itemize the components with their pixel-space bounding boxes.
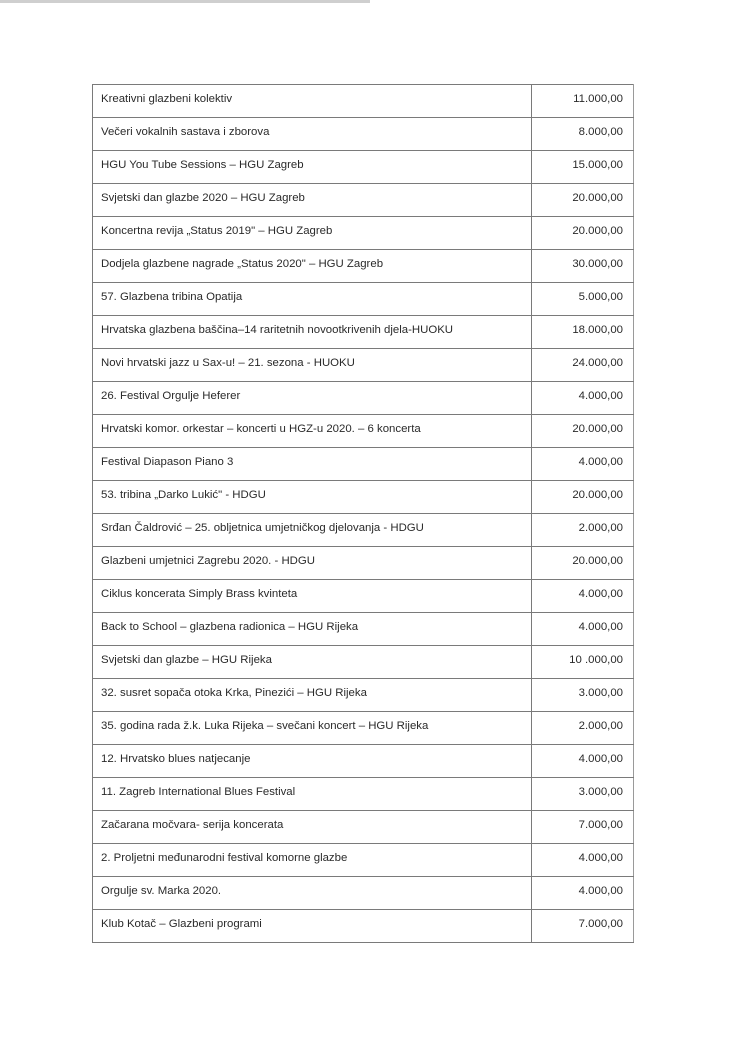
table-row [93, 481, 634, 514]
table-row [93, 217, 634, 250]
amount-value: 7.000,00 [578, 918, 623, 930]
amount-value: 5.000,00 [578, 291, 623, 303]
table-row [93, 547, 634, 580]
table-row [93, 283, 634, 316]
program-name-cell [93, 415, 532, 448]
program-name-cell [93, 118, 532, 151]
program-name: Koncertna revija „Status 2019" – HGU Zagreb [101, 225, 333, 237]
table-row [93, 184, 634, 217]
funding-table-body [93, 85, 634, 943]
amount-value: 7.000,00 [578, 819, 623, 831]
amount-value: 10 .000,00 [569, 654, 623, 666]
program-name-cell [93, 580, 532, 613]
program-name: Festival Diapason Piano 3 [101, 456, 234, 468]
amount-value: 18.000,00 [572, 324, 623, 336]
program-name-cell [93, 547, 532, 580]
program-name: Dodjela glazbene nagrade „Status 2020" – HGU Zagreb [101, 258, 384, 270]
amount-cell [532, 877, 634, 910]
program-name: Klub Kotač – Glazbeni programi [101, 918, 262, 930]
table-row [93, 877, 634, 910]
program-name-cell [93, 217, 532, 250]
program-name-cell [93, 712, 532, 745]
program-name-cell [93, 85, 532, 118]
table-row [93, 151, 634, 184]
amount-value: 4.000,00 [578, 885, 623, 897]
amount-cell [532, 580, 634, 613]
table-row [93, 679, 634, 712]
amount-value: 2.000,00 [578, 522, 623, 534]
program-name-cell [93, 514, 532, 547]
program-name-cell [93, 778, 532, 811]
amount-value: 4.000,00 [578, 390, 623, 402]
amount-cell [532, 448, 634, 481]
table-row [93, 118, 634, 151]
amount-cell [532, 151, 634, 184]
amount-cell [532, 646, 634, 679]
program-name-cell [93, 382, 532, 415]
program-name: 53. tribina „Darko Lukić" - HDGU [101, 489, 266, 501]
program-name-cell [93, 481, 532, 514]
amount-cell [532, 250, 634, 283]
amount-cell [532, 844, 634, 877]
amount-cell [532, 778, 634, 811]
table-row [93, 415, 634, 448]
program-name: Srđan Čaldrović – 25. obljetnica umjetničkog djelovanja - HDGU [101, 522, 424, 534]
program-name: Hrvatska glazbena baščina–14 raritetnih novootkrivenih djela-HUOKU [101, 324, 454, 336]
program-name-cell [93, 349, 532, 382]
table-row [93, 613, 634, 646]
program-name-cell [93, 184, 532, 217]
amount-cell [532, 349, 634, 382]
program-name-cell [93, 151, 532, 184]
amount-cell [532, 382, 634, 415]
amount-cell [532, 514, 634, 547]
amount-cell [532, 118, 634, 151]
amount-value: 3.000,00 [578, 786, 623, 798]
amount-cell [532, 85, 634, 118]
program-name: 26. Festival Orgulje Heferer [101, 390, 241, 402]
table-row [93, 382, 634, 415]
program-name: Začarana močvara- serija koncerata [101, 819, 284, 831]
program-name: Večeri vokalnih sastava i zborova [101, 126, 270, 138]
program-name: 32. susret sopača otoka Krka, Pinezići – HGU Rijeka [101, 687, 367, 699]
program-name-cell [93, 646, 532, 679]
amount-cell [532, 283, 634, 316]
table-row [93, 778, 634, 811]
amount-value: 30.000,00 [572, 258, 623, 270]
amount-cell [532, 415, 634, 448]
table-row [93, 316, 634, 349]
program-name-cell [93, 316, 532, 349]
amount-value: 8.000,00 [578, 126, 623, 138]
amount-cell [532, 547, 634, 580]
program-name: Novi hrvatski jazz u Sax-u! – 21. sezona - HUOKU [101, 357, 355, 369]
program-name-cell [93, 679, 532, 712]
program-name-cell [93, 250, 532, 283]
program-name: Orgulje sv. Marka 2020. [101, 885, 222, 897]
amount-cell [532, 613, 634, 646]
program-name-cell [93, 448, 532, 481]
program-name: Glazbeni umjetnici Zagrebu 2020. - HDGU [101, 555, 315, 567]
amount-cell [532, 184, 634, 217]
scan-edge-mark [0, 0, 370, 3]
amount-cell [532, 217, 634, 250]
program-name: Svjetski dan glazbe – HGU Rijeka [101, 654, 272, 666]
table-row [93, 349, 634, 382]
amount-cell [532, 316, 634, 349]
amount-value: 20.000,00 [572, 555, 623, 567]
amount-value: 4.000,00 [578, 621, 623, 633]
amount-value: 20.000,00 [572, 423, 623, 435]
amount-value: 20.000,00 [572, 489, 623, 501]
amount-value: 4.000,00 [578, 753, 623, 765]
program-name: 35. godina rada ž.k. Luka Rijeka – svečani koncert – HGU Rijeka [101, 720, 429, 732]
amount-value: 24.000,00 [572, 357, 623, 369]
program-name: Svjetski dan glazbe 2020 – HGU Zagreb [101, 192, 305, 204]
program-name-cell [93, 877, 532, 910]
amount-value: 20.000,00 [572, 225, 623, 237]
program-name: Kreativni glazbeni kolektiv [101, 93, 233, 105]
amount-value: 4.000,00 [578, 852, 623, 864]
amount-cell [532, 811, 634, 844]
program-name-cell [93, 910, 532, 943]
amount-value: 4.000,00 [578, 456, 623, 468]
amount-cell [532, 712, 634, 745]
amount-cell [532, 679, 634, 712]
amount-value: 20.000,00 [572, 192, 623, 204]
amount-value: 4.000,00 [578, 588, 623, 600]
program-name-cell [93, 811, 532, 844]
program-name: Hrvatski komor. orkestar – koncerti u HGZ-u 2020. – 6 koncerta [101, 423, 421, 435]
program-name: HGU You Tube Sessions – HGU Zagreb [101, 159, 304, 171]
program-name-cell [93, 613, 532, 646]
table-row [93, 910, 634, 943]
table-row [93, 448, 634, 481]
table-row [93, 745, 634, 778]
program-name: Ciklus koncerata Simply Brass kvinteta [101, 588, 298, 600]
amount-value: 3.000,00 [578, 687, 623, 699]
amount-value: 2.000,00 [578, 720, 623, 732]
table-row [93, 580, 634, 613]
table-row [93, 844, 634, 877]
table-row [93, 712, 634, 745]
table-row [93, 250, 634, 283]
program-name: 11. Zagreb International Blues Festival [101, 786, 296, 798]
amount-cell [532, 745, 634, 778]
amount-cell [532, 910, 634, 943]
program-name: 12. Hrvatsko blues natjecanje [101, 753, 251, 765]
table-row [93, 514, 634, 547]
amount-value: 11.000,00 [573, 93, 623, 105]
program-name: 2. Proljetni međunarodni festival komorne glazbe [101, 852, 348, 864]
amount-cell [532, 481, 634, 514]
table-row [93, 85, 634, 118]
program-name: 57. Glazbena tribina Opatija [101, 291, 243, 303]
funding-table [92, 84, 634, 943]
program-name: Back to School – glazbena radionica – HGU Rijeka [101, 621, 359, 633]
table-row [93, 646, 634, 679]
program-name-cell [93, 844, 532, 877]
program-name-cell [93, 283, 532, 316]
program-name-cell [93, 745, 532, 778]
amount-value: 15.000,00 [572, 159, 623, 171]
table-row [93, 811, 634, 844]
